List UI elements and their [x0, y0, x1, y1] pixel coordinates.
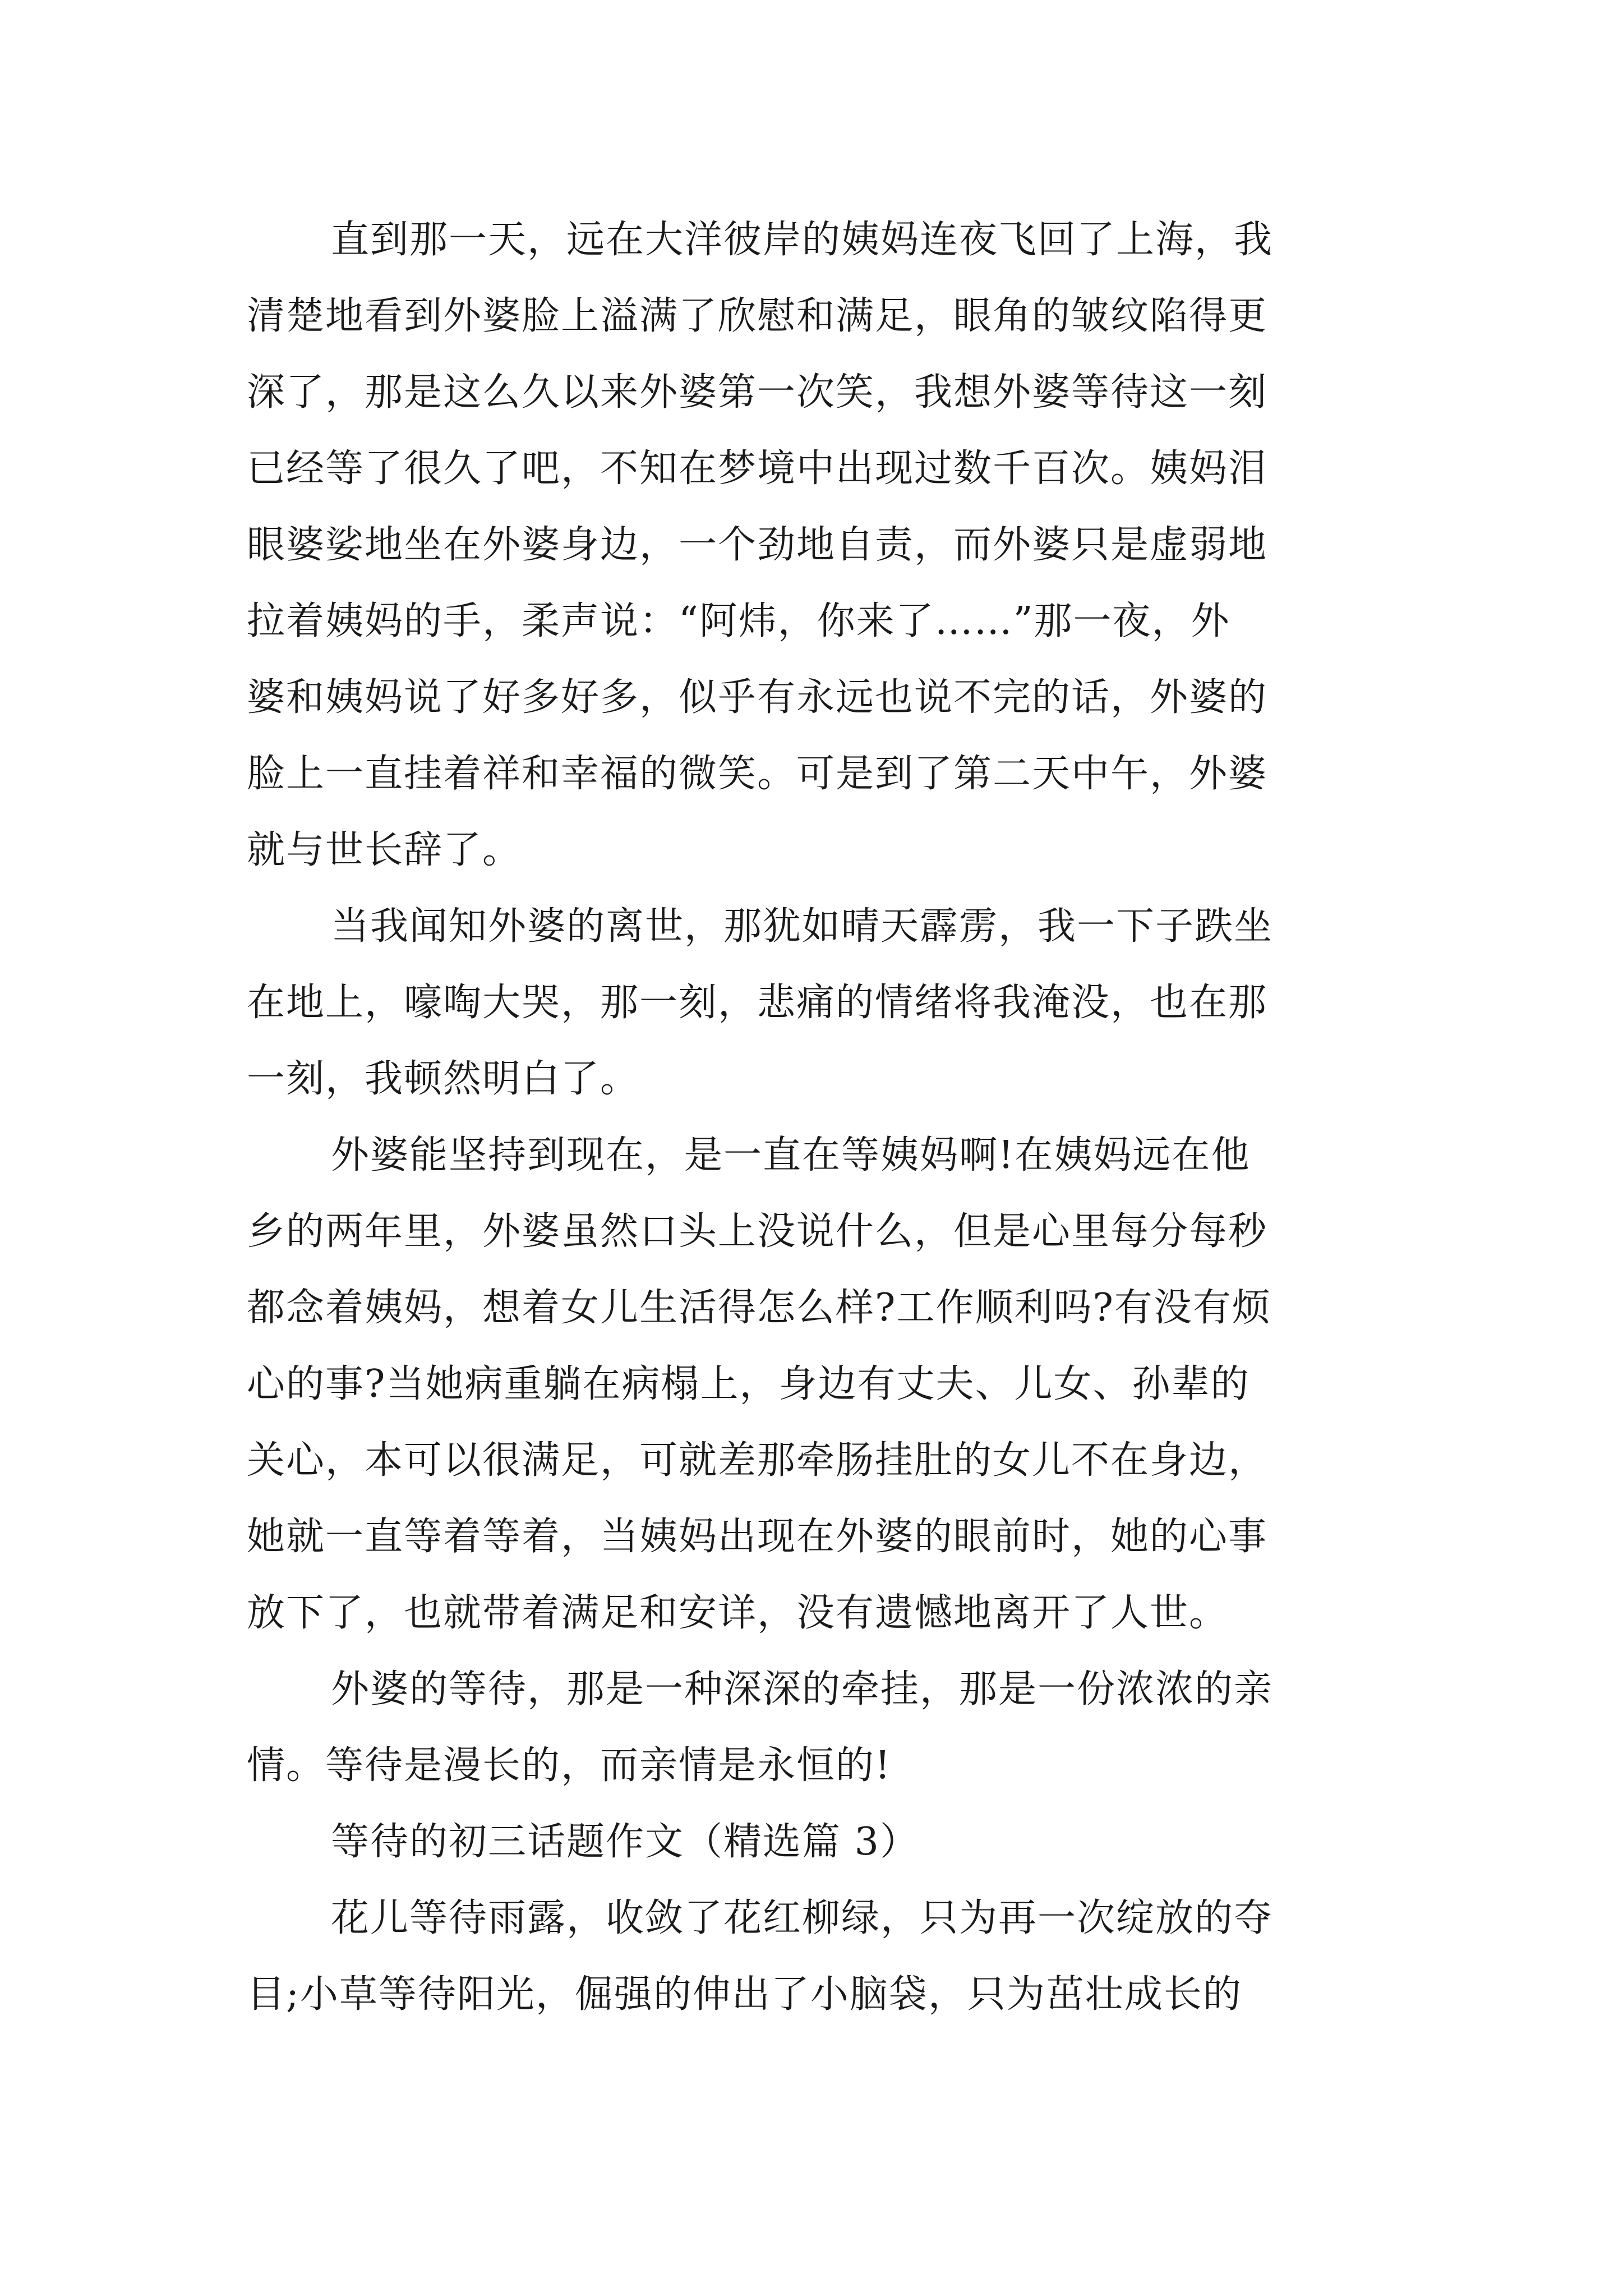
section-heading: 等待的初三话题作文（精选篇 3） — [331, 1820, 919, 1864]
paragraph-2: 当我闻知外婆的离世，那犹如晴天霹雳，我一下子跌坐 在地上，嚎啕大哭，那一刻，悲痛的情绪将我淹没，也在那 一刻，我顿然明白了。 — [247, 904, 1274, 1101]
paragraph-5: 花儿等待雨露，收敛了花红柳绿，只为再一次绽放的夺 目;小草等待阳光，倔强的伸出了小脑袋，只为茁壮成长的 — [247, 1896, 1274, 2017]
paragraph-3: 外婆能坚持到现在，是一直在等姨妈啊!在姨妈远在他 乡的两年里，外婆虽然口头上没说什么，但是心里每分每秒 都念着姨妈，想着女儿生活得怎么样?工作顺利吗?有没有烦 心的事?当她病重躺在病榻上，身边有丈夫、儿女、孙辈的 关心，本可以很满足，可就差那牵肠挂肚的女儿不在身边， 她就一直等着等着，当姨妈出现在外婆的眼前时，她的心事 放下了，也就带着满足和安详，没有遗憾地离开了人世。 — [247, 1133, 1271, 1635]
paragraph-1: 直到那一天，远在大洋彼岸的姨妈连夜飞回了上海，我 清楚地看到外婆脸上溢满了欣慰和满足，眼角的皱纹陷得更 深了，那是这么久以来外婆第一次笑，我想外婆等待这一刻 已经等了很久了吧，不知在梦境中出现过数千百次。姨妈泪 眼婆娑地坐在外婆身边，一个劲地自责，而外婆只是虚弱地 拉着姨妈的手，柔声说：“阿炜，你来了……”那一夜，外 婆和姨妈说了好多好多，似乎有永远也说不完的话，外婆的 脸上一直挂着祥和幸福的微笑。可是到了第二天中午，外婆 就与世长辞了。 — [247, 218, 1274, 872]
paragraph-4: 外婆的等待，那是一种深深的牵挂，那是一份浓浓的亲 情。等待是漫长的，而亲情是永恒的! — [247, 1667, 1274, 1788]
document-body — [247, 202, 1402, 2033]
